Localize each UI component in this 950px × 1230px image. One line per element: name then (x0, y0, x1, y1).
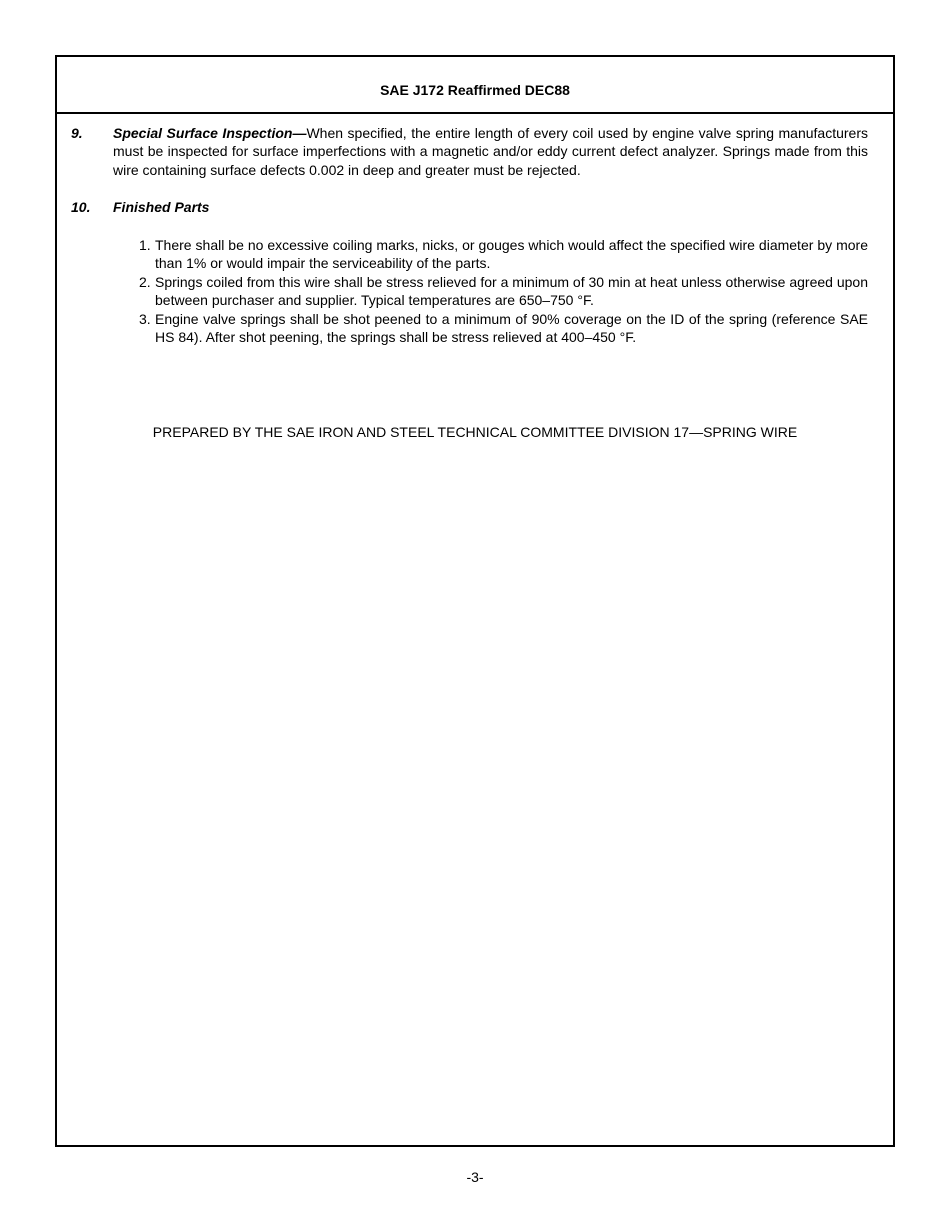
section-9-body (113, 124, 868, 179)
list-item-text: Springs coiled from this wire shall be stress relieved for a minimum of 30 min at heat unless otherwise agreed upon between purchaser and supplier. Typical temperatures are 650–750 °F. (155, 273, 868, 309)
list-item-text: Engine valve springs shall be shot peened to a minimum of 90% coverage on the ID of the spring (reference SAE HS 84). After shot peening, the springs shall be stress relieved at 400–450 °F. (155, 310, 868, 346)
document-title: SAE J172 Reaffirmed DEC88 (380, 82, 570, 98)
page-frame (55, 55, 895, 1147)
page-number: -3- (466, 1169, 484, 1185)
section-9-title: Special Surface Inspection— (113, 125, 307, 141)
finished-parts-list (125, 236, 868, 346)
list-item-number: 1. (139, 237, 151, 253)
section-10-number: 10. (71, 199, 91, 215)
list-item (125, 273, 868, 310)
list-item-text: There shall be no excessive coiling marks, nicks, or gouges which would affect the specified wire diameter by more than 1% or would impair the serviceability of the parts. (155, 237, 868, 272)
section-10-title: Finished Parts (113, 199, 210, 215)
section-9-text: When specified, the entire length of every coil used by engine valve spring manufacturers must be inspected for surface imperfections with a magnetic and/or eddy current defect analyzer. Springs made from this wire containing surface defects 0.002 in deep and greater must be rejected. (113, 125, 869, 178)
prepared-by-statement: PREPARED BY THE SAE IRON AND STEEL TECHNICAL COMMITTEE DIVISION 17—SPRING WIRE (152, 424, 798, 440)
list-item (125, 310, 868, 347)
list-item (125, 236, 868, 273)
list-item-number: 2. (139, 273, 151, 290)
document-header (57, 57, 893, 114)
list-item-number: 3. (139, 310, 151, 327)
section-10-heading (113, 198, 868, 216)
section-9-number: 9. (71, 125, 83, 141)
